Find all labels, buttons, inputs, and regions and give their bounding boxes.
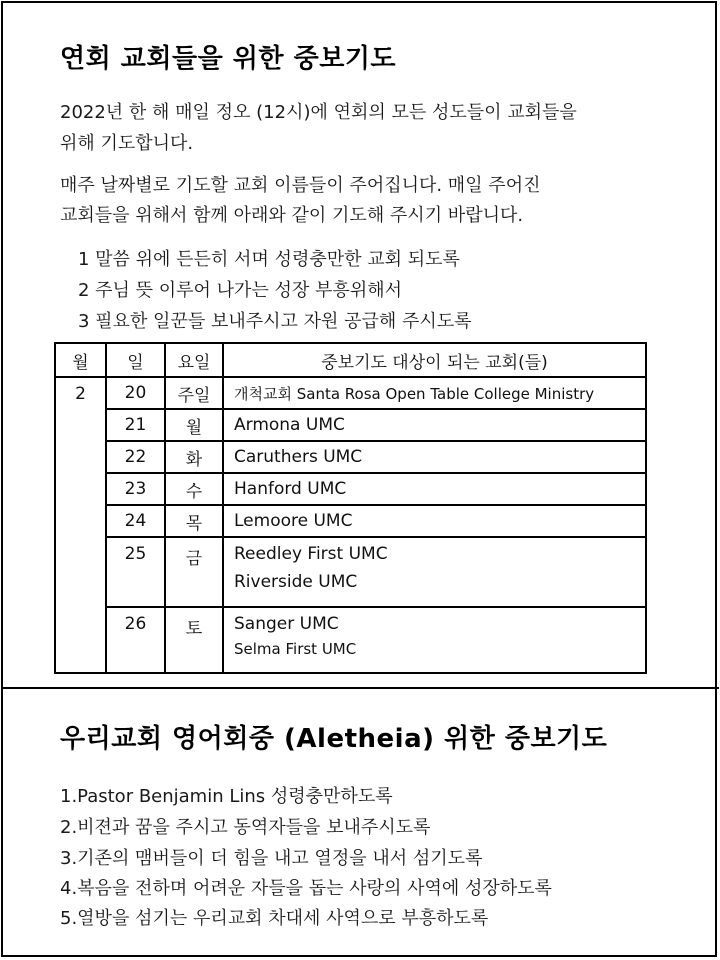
weekday-cell: 주일 (165, 377, 223, 409)
day-cell: 22 (106, 441, 165, 473)
day-cell: 23 (106, 473, 165, 505)
church-name: Riverside UMC (234, 572, 358, 592)
intro2-line2: 교회들을 위해서 함께 아래와 같이 기도해 주시기 바랍니다. (60, 205, 524, 226)
aletheia-prayer-point: 5.열방을 섬기는 우리교회 차대세 사역으로 부흥하도록 (60, 908, 489, 929)
church-name: Selma First UMC (234, 640, 357, 658)
church-cell: Armona UMC (223, 409, 646, 441)
church-cell: 개척교회 Santa Rosa Open Table College Ministry (223, 377, 646, 409)
weekday-cell: 화 (165, 441, 223, 473)
intro1-line1: 2022년 한 해 매일 정오 (12시)에 연회의 모든 성도들이 교회들을 (60, 102, 577, 123)
table-row (55, 537, 646, 607)
church-name: Reedley First UMC (234, 544, 388, 564)
table-row (55, 473, 646, 505)
prayer-point: 1 말씀 위에 든든히 서며 성령충만한 교회 되도록 (78, 249, 460, 270)
table-row (55, 409, 646, 441)
church-name: Sanger UMC (234, 614, 339, 634)
church-cell: Lemoore UMC (223, 505, 646, 537)
header-weekday: 요일 (165, 343, 223, 377)
section2-title: 우리교회 영어회중 (Aletheia) 위한 중보기도 (60, 724, 608, 754)
weekday-cell: 금 (165, 537, 223, 607)
aletheia-prayer-point: 3.기존의 맴버들이 더 힘을 내고 열정을 내서 섬기도록 (60, 848, 483, 869)
prayer-point: 2 주님 뜻 이루어 나가는 성장 부흥위해서 (78, 280, 402, 301)
church-cell: Hanford UMC (223, 473, 646, 505)
day-cell: 20 (106, 377, 165, 409)
church-cell: Caruthers UMC (223, 441, 646, 473)
table-row (55, 377, 646, 409)
section1-title: 연회 교회들을 위한 중보기도 (60, 44, 397, 74)
table-row (55, 505, 646, 537)
intro1-line2: 위해 기도합니다. (60, 133, 194, 154)
intro2-line1: 매주 날짜별로 기도할 교회 이름들이 주어집니다. 매일 주어진 (60, 175, 541, 196)
header-day: 일 (106, 343, 165, 377)
month-cell: 2 (55, 377, 106, 673)
prayer-point: 3 필요한 일꾼들 보내주시고 자원 공급해 주시도록 (78, 311, 472, 332)
church-cell (223, 537, 646, 607)
church-cell (223, 607, 646, 673)
day-cell: 26 (106, 607, 165, 673)
aletheia-prayer-point: 2.비젼과 꿈을 주시고 동역자들을 보내주시도록 (60, 817, 431, 838)
header-churches: 중보기도 대상이 되는 교회(들) (223, 343, 646, 377)
table-header-row (55, 343, 646, 377)
day-cell: 25 (106, 537, 165, 607)
aletheia-prayer-point: 1.Pastor Benjamin Lins 성령충만하도록 (60, 786, 393, 807)
prayer-schedule-table (54, 342, 647, 674)
day-cell: 21 (106, 409, 165, 441)
header-month: 월 (55, 343, 106, 377)
weekday-cell: 목 (165, 505, 223, 537)
aletheia-prayer-point: 4.복음을 전하며 어려운 자들을 돕는 사랑의 사역에 성장하도록 (60, 878, 552, 899)
table-row (55, 607, 646, 673)
day-cell: 24 (106, 505, 165, 537)
weekday-cell: 수 (165, 473, 223, 505)
table-row (55, 441, 646, 473)
weekday-cell: 토 (165, 607, 223, 673)
section-divider (1, 687, 719, 689)
weekday-cell: 월 (165, 409, 223, 441)
